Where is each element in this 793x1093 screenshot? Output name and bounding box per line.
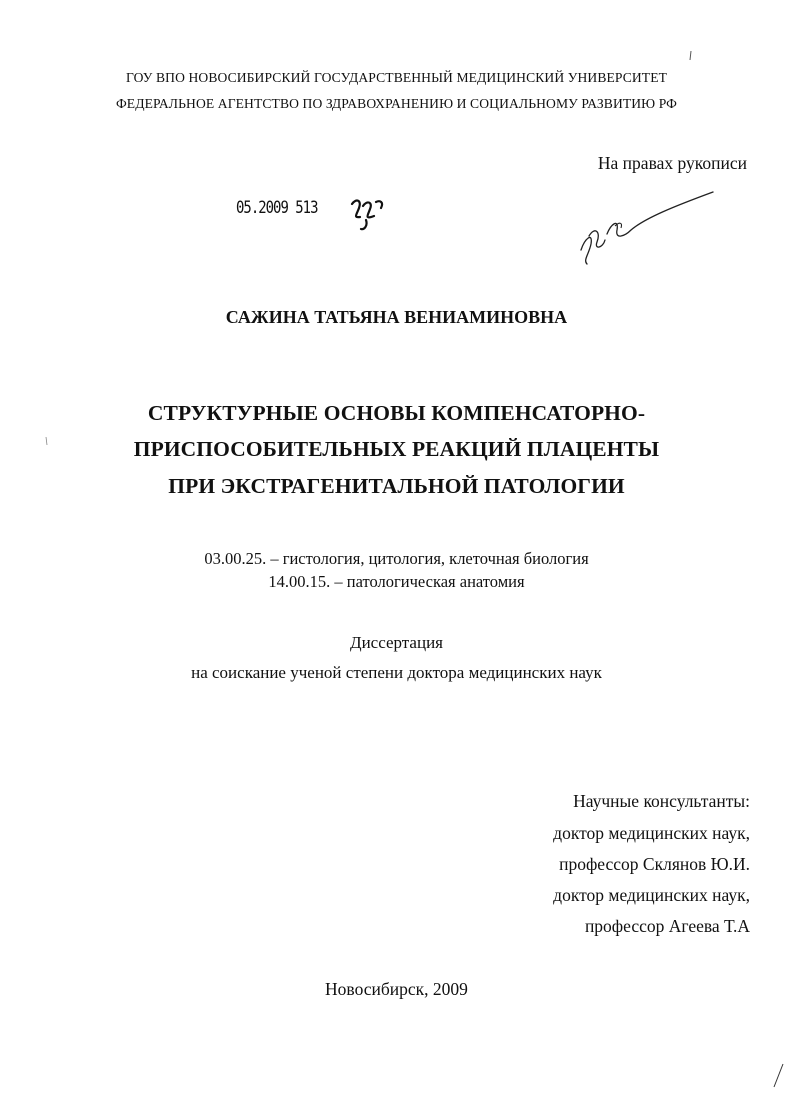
organization-line-1: ГОУ ВПО НОВОСИБИРСКИЙ ГОСУДАРСТВЕННЫЙ МЕДИЦИНСКИЙ УНИВЕРСИТЕТ bbox=[125, 70, 668, 85]
work-type: Диссертация bbox=[349, 633, 443, 652]
title-line-2: ПРИСПОСОБИТЕЛЬНЫХ РЕАКЦИЙ ПЛАЦЕНТЫ bbox=[133, 437, 660, 461]
organization-line-2: ФЕДЕРАЛЬНОЕ АГЕНТСТВО ПО ЗДРАВОХРАНЕНИЮ И СОЦИАЛЬНОМУ РАЗВИТИЮ РФ bbox=[115, 96, 678, 111]
consultant-line-2: профессор Склянов Ю.И. bbox=[559, 854, 750, 874]
specialty-2: 14.00.15. – патологическая анатомия bbox=[268, 572, 525, 591]
scan-mark-bottom-right bbox=[770, 1062, 786, 1090]
author-name: САЖИНА ТАТЬЯНА ВЕНИАМИНОВНА bbox=[225, 307, 568, 327]
consultant-line-1: доктор медицинских наук, bbox=[553, 823, 750, 843]
consultant-line-3: доктор медицинских наук, bbox=[553, 885, 750, 905]
registration-handwritten-digits bbox=[350, 196, 390, 232]
signature bbox=[575, 188, 720, 270]
consultants-heading: Научные консультанты: bbox=[573, 791, 750, 811]
title-line-3: ПРИ ЭКСТРАГЕНИТАЛЬНОЙ ПАТОЛОГИИ bbox=[168, 474, 625, 498]
registration-number: 05.2009 513 bbox=[236, 198, 318, 218]
specialty-1: 03.00.25. – гистология, цитология, клеточная биология bbox=[204, 549, 589, 568]
consultant-line-4: профессор Агеева Т.А bbox=[584, 916, 750, 936]
city-year: Новосибирск, 2009 bbox=[325, 979, 468, 999]
degree-statement: на соискание ученой степени доктора медицинских наук bbox=[191, 663, 602, 682]
rights-note: На правах рукописи bbox=[597, 153, 747, 173]
scan-mark-left bbox=[44, 436, 50, 448]
scan-mark-top-right bbox=[688, 50, 694, 64]
title-line-1: СТРУКТУРНЫЕ ОСНОВЫ КОМПЕНСАТОРНО- bbox=[147, 401, 646, 425]
